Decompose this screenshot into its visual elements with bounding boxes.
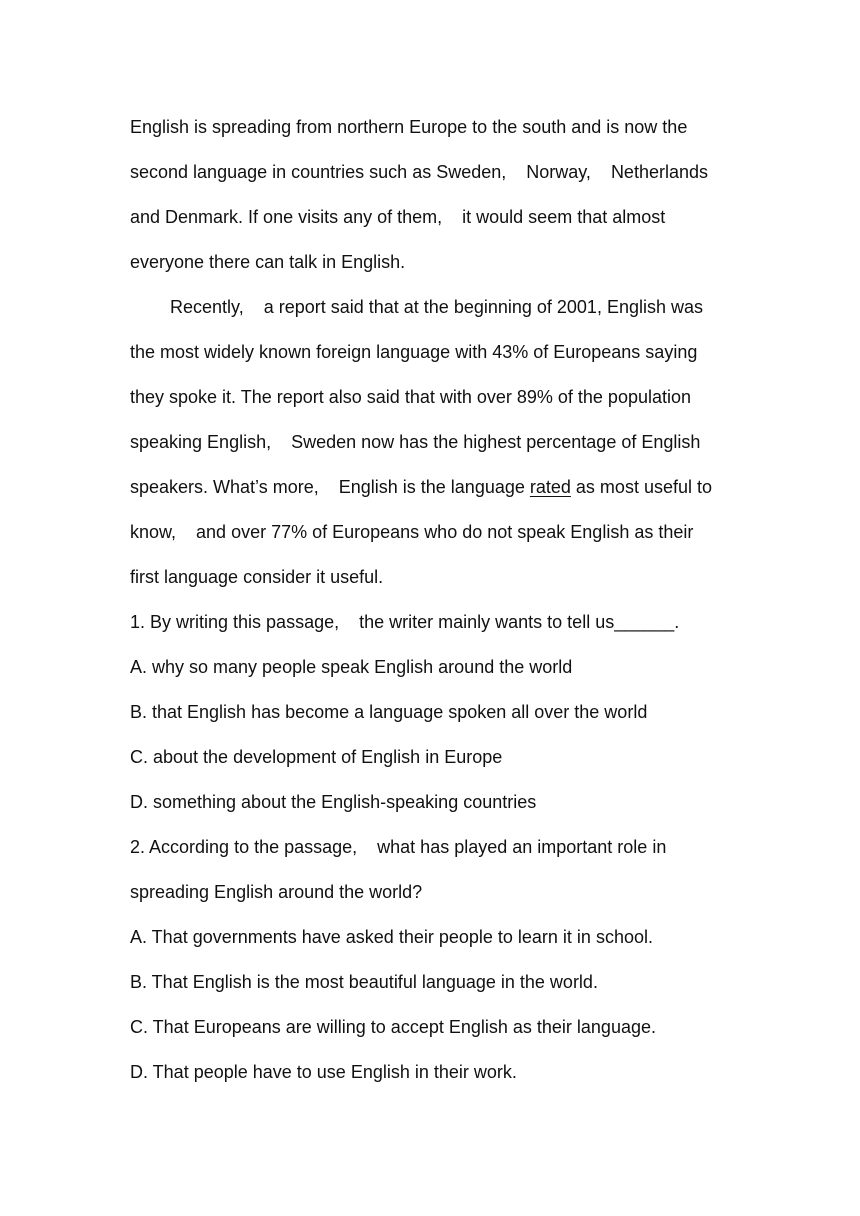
passage-line: everyone there can talk in English. bbox=[130, 252, 406, 272]
passage-line: first language consider it useful. bbox=[130, 567, 384, 587]
question-stem: 2. According to the passage, what has played an important role in bbox=[130, 837, 667, 857]
question-option: A. why so many people speak English around the world bbox=[130, 657, 573, 677]
question-option: B. that English has become a language spoken all over the world bbox=[130, 702, 648, 722]
passage-line: the most widely known foreign language with 43% of Europeans saying bbox=[130, 342, 698, 362]
document-content bbox=[130, 105, 730, 1095]
passage-line: know, and over 77% of Europeans who do not speak English as their bbox=[130, 522, 694, 542]
question-option: C. That Europeans are willing to accept English as their language. bbox=[130, 1017, 656, 1037]
question-stem: spreading English around the world? bbox=[130, 882, 423, 902]
passage-line bbox=[130, 465, 730, 510]
passage-line: second language in countries such as Sweden, Norway, Netherlands bbox=[130, 162, 708, 182]
question-option: A. That governments have asked their people to learn it in school. bbox=[130, 927, 653, 947]
question-option: D. something about the English-speaking countries bbox=[130, 792, 537, 812]
passage-text: as most useful to bbox=[570, 477, 712, 497]
passage-line: they spoke it. The report also said that with over 89% of the population bbox=[130, 387, 692, 407]
underlined-word: rated bbox=[529, 477, 571, 497]
passage-line: Recently, a report said that at the beginning of 2001, English was bbox=[170, 297, 703, 317]
question-option: C. about the development of English in Europe bbox=[130, 747, 503, 767]
question-option: D. That people have to use English in their work. bbox=[130, 1062, 517, 1082]
passage-line: speaking English, Sweden now has the highest percentage of English bbox=[130, 432, 701, 452]
passage-line: and Denmark. If one visits any of them, it would seem that almost bbox=[130, 207, 666, 227]
passage-line: English is spreading from northern Europe to the south and is now the bbox=[130, 117, 688, 137]
question-stem: 1. By writing this passage, the writer mainly wants to tell us______. bbox=[130, 612, 680, 632]
question-option: B. That English is the most beautiful language in the world. bbox=[130, 972, 598, 992]
passage-text: speakers. What’s more, English is the language bbox=[130, 477, 530, 497]
